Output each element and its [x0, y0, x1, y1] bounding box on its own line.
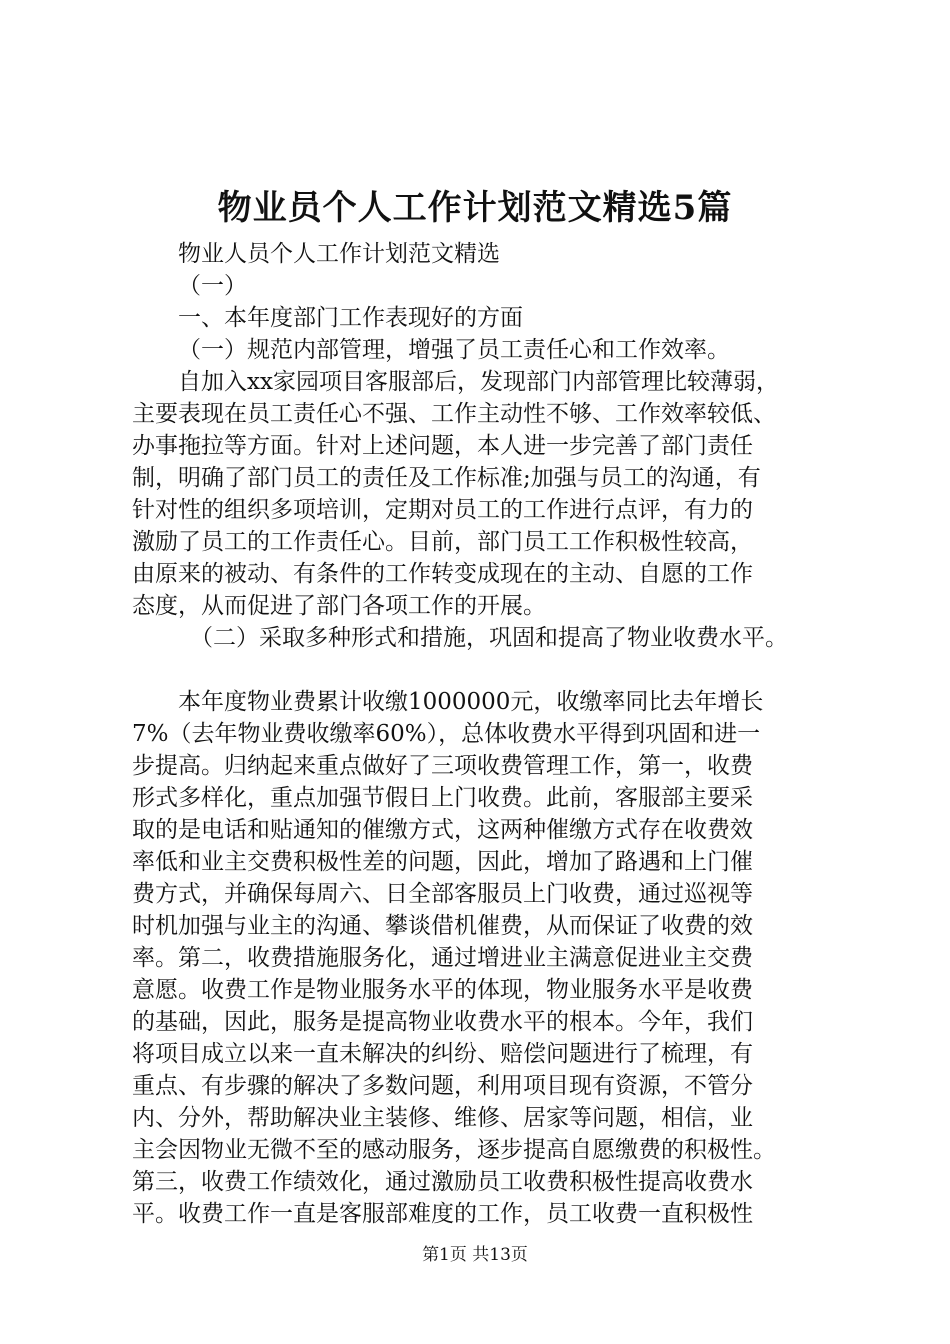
paragraph-line: 意愿。收费工作是物业服务水平的体现，物业服务水平是收费: [132, 977, 753, 1003]
paragraph-line: 自加入xx家园项目客服部后，发现部门内部管理比较薄弱，: [178, 369, 779, 395]
paragraph-line: 率低和业主交费积极性差的问题，因此，增加了路遇和上门催: [132, 849, 753, 875]
paragraph-line: 重点、有步骤的解决了多数问题，利用项目现有资源，不管分: [132, 1073, 753, 1099]
paragraph-gap: [132, 654, 850, 686]
paragraph-line: 内、分外，帮助解决业主装修、维修、居家等问题，相信，业: [132, 1105, 753, 1131]
document-title: 物业员个人工作计划范文精选5篇: [217, 188, 733, 228]
paragraph-line: 第三，收费工作绩效化，通过激励员工收费积极性提高收费水: [132, 1169, 753, 1195]
paragraph-line: 制，明确了部门员工的责任及工作标准;加强与员工的沟通，有: [132, 465, 761, 491]
paragraph-subheading-1: （一）规范内部管理，增强了员工责任心和工作效率。: [178, 337, 730, 363]
paragraph-line: 主要表现在员工责任心不强、工作主动性不够、工作效率较低、: [132, 401, 776, 427]
paragraph-line: 将项目成立以来一直未解决的纠纷、赔偿问题进行了梳理，有: [132, 1041, 753, 1067]
paragraph-line: 平。收费工作一直是客服部难度的工作，员工收费一直积极性: [132, 1201, 753, 1227]
paragraph-subheading-2: （二）采取多种形式和措施，巩固和提高了物业收费水平。: [190, 625, 788, 651]
paragraph-line: 办事拖拉等方面。针对上述问题，本人进一步完善了部门责任: [132, 433, 753, 459]
paragraph-subtitle: 物业人员个人工作计划范文精选: [178, 241, 500, 267]
paragraph-line: 主会因物业无微不至的感动服务，逐步提高自愿缴费的积极性。: [132, 1137, 776, 1163]
paragraph-line: 7%（去年物业费收缴率60%），总体收费水平得到巩固和进一: [132, 721, 761, 747]
paragraph-heading: 一、本年度部门工作表现好的方面: [178, 305, 523, 331]
paragraph-line: 针对性的组织多项培训，定期对员工的工作进行点评，有力的: [132, 497, 753, 523]
document-body: [132, 238, 850, 1230]
paragraph-line: 率。第二，收费措施服务化，通过增进业主满意促进业主交费: [132, 945, 753, 971]
paragraph-line: 态度，从而促进了部门各项工作的开展。: [132, 593, 546, 619]
paragraph-line: 激励了员工的工作责任心。目前，部门员工工作积极性较高，: [132, 529, 753, 555]
paragraph-line: 由原来的被动、有条件的工作转变成现在的主动、自愿的工作: [132, 561, 753, 587]
paragraph-line: 本年度物业费累计收缴1000000元，收缴率同比去年增长: [178, 689, 764, 715]
paragraph-section-number: （一）: [178, 273, 247, 299]
paragraph-line: 费方式，并确保每周六、日全部客服员上门收费，通过巡视等: [132, 881, 753, 907]
paragraph-line: 形式多样化，重点加强节假日上门收费。此前，客服部主要采: [132, 785, 753, 811]
paragraph-line: 的基础，因此，服务是提高物业收费水平的根本。今年，我们: [132, 1009, 753, 1035]
page-footer: 第1页 共13页: [422, 1245, 528, 1265]
paragraph-line: 步提高。归纳起来重点做好了三项收费管理工作，第一，收费: [132, 753, 753, 779]
paragraph-line: 取的是电话和贴通知的催缴方式，这两种催缴方式存在收费效: [132, 817, 753, 843]
paragraph-line: 时机加强与业主的沟通、攀谈借机催费，从而保证了收费的效: [132, 913, 753, 939]
